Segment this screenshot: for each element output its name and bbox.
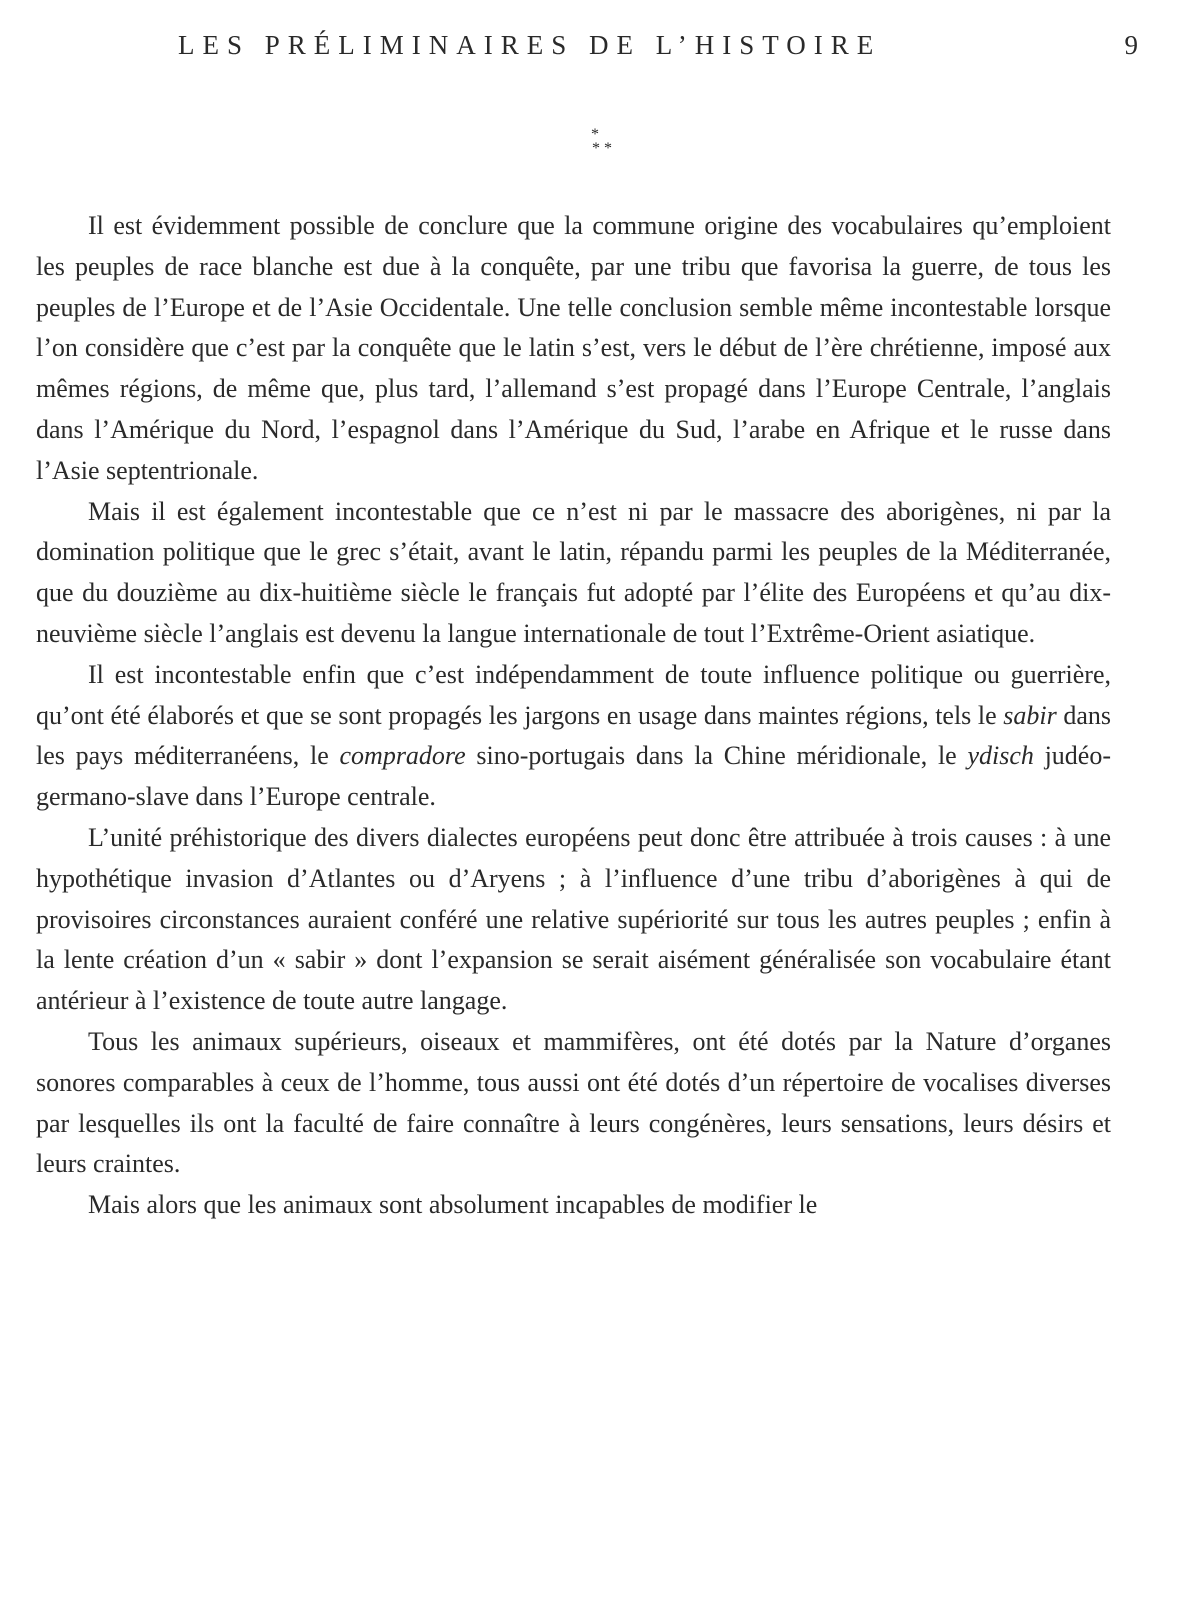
paragraph (36, 492, 1111, 655)
running-head (0, 30, 1190, 70)
paragraph-text: Mais il est également incontestable que ce n’est ni par le massacre des aborigènes, ni par la domination politique que le grec s’était, avant le latin, répandu parmi les peuples de la Méditerranée, que du douzième au dix-huitième siècle le français fut adopté par l’élite des Européens et qu’au dix-neuvième siècle l’anglais est devenu la langue internationale de tout l’Extrême-Orient asiatique. (36, 496, 1111, 648)
paragraph-text: Tous les animaux supérieurs, oiseaux et mammifères, ont été dotés par la Nature d’organes sonores comparables à ceux de l’homme, tous aussi ont été dotés d’un répertoire de vocalises diverses par lesquelles ils ont la faculté de faire connaître à leurs congénères, leurs sensations, leurs désirs et leurs craintes. (36, 1026, 1111, 1179)
paragraph (36, 1022, 1111, 1185)
paragraph (36, 655, 1111, 818)
paragraph-text: dans les pays méditerranéens, le (36, 700, 1111, 771)
paragraph-text: Il est évidemment possible de conclure que la commune origine des vocabulaires qu’emploient les peuples de race blanche est due à la conquête, par une tribu que favorisa la guerre, de tous les peuples de l’Europe et de l’Asie Occidentale. Une telle conclusion semble même incontestable lorsque l’on considère que c’est par la conquête que le latin s’est, vers le début de l’ère chrétienne, imposé aux mêmes régions, de même que, plus tard, l’allemand s’est propagé dans l’Europe Centrale, l’anglais dans l’Amérique du Nord, l’espagnol dans l’Amérique du Sud, l’arabe en Afrique et le russe dans l’Asie septentrionale. (36, 211, 1111, 485)
paragraph-text: L’unité préhistorique des divers dialectes européens peut donc être attribuée à trois causes : à une hypothétique invasion d’Atlantes ou d’Aryens ; à l’influence d’une tribu d’aborigènes à qui de provisoires circonstances auraient conféré une relative supériorité sur tous les autres peuples ; enfin à la lente création d’un « sabir » dont l’expansion se serait aisément généralisée son vocabulaire étant antérieur à l’existence de toute autre langage. (36, 822, 1111, 1016)
section-ornament (0, 128, 1190, 156)
paragraph-text: judéo-germano-slave dans l’Europe centrale. (36, 741, 1112, 812)
italic-term-sabir: sabir (1003, 700, 1057, 730)
body-text (36, 206, 1111, 1226)
italic-term-compradore: compradore (339, 741, 466, 771)
paragraph-text: Mais alors que les animaux sont absolument incapables de modifier le (88, 1190, 818, 1220)
ornament-stars-bottom: * * (592, 140, 612, 157)
paragraph (36, 1185, 1111, 1226)
running-title: LES PRÉLIMINAIRES DE L’HISTOIRE (178, 30, 882, 60)
page-number: 9 (1124, 30, 1138, 60)
paragraph (36, 206, 1111, 492)
ornament-star-top: * (591, 126, 599, 143)
paragraph (36, 818, 1111, 1022)
paragraph-text: Il est incontestable enfin que c’est indépendamment de toute influence politique ou guerrière, qu’ont été élaborés et que se sont propagés les jargons en usage dans maintes régions, tels le (36, 659, 1111, 730)
italic-term-ydisch: ydisch (967, 741, 1034, 771)
paragraph-text: sino-portugais dans la Chine méridionale, le (465, 741, 968, 771)
